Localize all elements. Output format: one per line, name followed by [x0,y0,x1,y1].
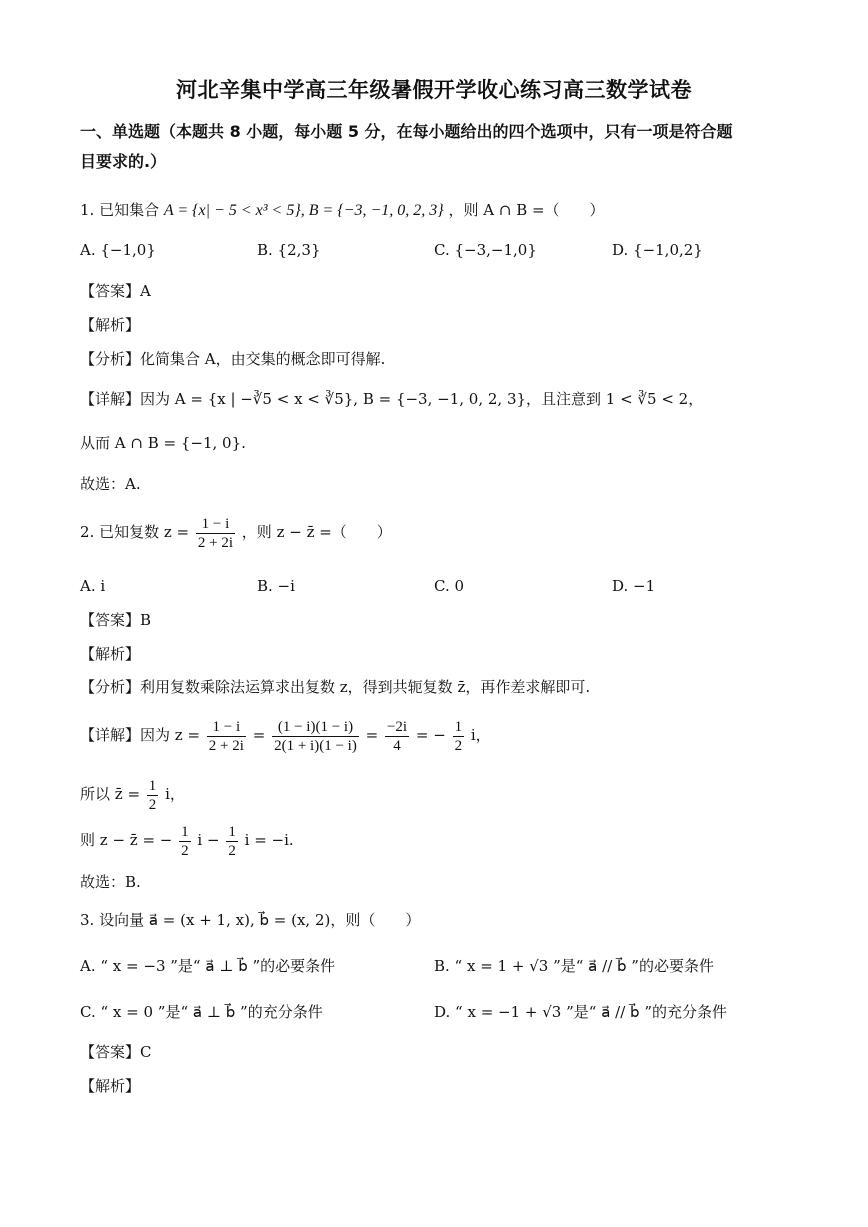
q3-option-c: C. “ x = 0 ”是“ a⃗ ⊥ b⃗ ”的充分条件 [80,1003,323,1021]
q2-detail-fraction-4 [453,718,465,755]
q2-fraction [196,515,235,552]
q1-conclusion: 从而 A ∩ B = {−1, 0}. [80,434,246,452]
q1-suffix: ，则 A ∩ B =（ ） [448,201,605,219]
q3-stem: 3. 设向量 a⃗ = (x + 1, x), b⃗ = (x, 2)，则（ ） [80,911,421,929]
q1-stem [80,200,605,221]
q2-conjugate-fraction [147,777,159,814]
q1-option-c: C. {−3,−1,0} [434,241,537,259]
q2-difference-tail: i = −i. [244,831,294,849]
q2-detail [80,715,491,755]
q2-suffix: ，则 z − z̄ =（ ） [241,523,392,541]
q1-choice: 故选：A. [80,475,141,493]
fraction-denominator: 2 [454,737,463,754]
fraction-denominator: 2 + 2i [208,737,244,754]
q2-difference-fraction-2 [226,823,238,860]
fraction-denominator: 4 [393,737,401,754]
q2-option-b: B. −i [257,577,295,595]
fraction-denominator: 2(1 + i)(1 − i) [274,737,357,754]
fraction-numerator: (1 − i)(1 − i) [272,718,359,737]
q2-option-d: D. −1 [612,577,656,595]
q2-difference [80,820,294,860]
fraction-denominator: 2 [228,842,236,859]
q1-jiexi-label: 【解析】 [80,316,141,334]
fraction-numerator: 1 [228,823,236,840]
q2-conjugate [80,774,185,814]
fraction-denominator: 2 [181,842,189,859]
q2-prefix: 2. 已知复数 z = [80,523,190,541]
q2-detail-fraction-1 [207,718,246,755]
q1-analysis: 【分析】化简集合 A，由交集的概念即可得解. [80,350,386,368]
q2-detail-prefix: 【详解】因为 z = [80,726,201,744]
fraction-numerator: −2i [386,718,408,735]
q2-fraction-denominator: 2 + 2i [197,534,234,551]
q2-detail-fraction-3 [385,718,409,755]
q2-difference-mid: i − [197,831,220,849]
page-title: 河北辛集中学高三年级暑假开学收心练习高三数学试卷 [176,78,692,102]
equals-sign: = [252,726,266,744]
q1-prefix: 1. 已知集合 [80,201,160,219]
section-heading-line1: 一、单选题（本题共 8 小题，每小题 5 分，在每小题给出的四个选项中，只有一项是符合题 [80,122,733,141]
fraction-denominator: 2 [148,796,157,813]
q3-option-d: D. “ x = −1 + √3 ”是“ a⃗ // b⃗ ”的充分条件 [434,1003,728,1021]
q2-conjugate-prefix: 所以 z̄ = [80,785,141,803]
q3-option-a: A. “ x = −3 ”是“ a⃗ ⊥ b⃗ ”的必要条件 [80,957,336,975]
q1-sets: A = {x| − 5 < x³ < 5}, B = {−3, −1, 0, 2, 3} [163,202,444,219]
q1-option-b: B. {2,3} [257,241,321,259]
equals-sign: = [365,726,379,744]
q2-answer: 【答案】B [80,611,152,629]
q3-option-b: B. “ x = 1 + √3 ”是“ a⃗ // b⃗ ”的必要条件 [434,957,714,975]
q3-jiexi-label: 【解析】 [80,1077,141,1095]
q3-answer: 【答案】C [80,1043,152,1061]
fraction-numerator: 1 [148,777,157,794]
q1-option-d: D. {−1,0,2} [612,241,703,259]
q2-choice: 故选：B. [80,873,141,891]
q2-jiexi-label: 【解析】 [80,645,141,663]
q1-detail: 【详解】因为 A = {x | −∛5 < x < ∛5}, B = {−3, −1, 0, 2, 3}，且注意到 1 < ∛5 < 2， [80,390,704,408]
q2-stem [80,512,392,552]
fraction-numerator: 1 [181,823,189,840]
section-heading-line2: 目要求的.） [80,152,167,171]
q2-analysis: 【分析】利用复数乘除法运算求出复数 z，得到共轭复数 z̄，再作差求解即可. [80,678,591,696]
q1-answer: 【答案】A [80,282,151,300]
q2-difference-prefix: 则 z − z̄ = − [80,831,173,849]
q2-detail-tail: i， [470,726,491,744]
q2-option-c: C. 0 [434,577,465,595]
q2-detail-fraction-2 [272,718,359,755]
q2-detail-minus: = − [415,726,446,744]
fraction-numerator: 1 − i [207,718,246,737]
q2-difference-fraction-1 [179,823,191,860]
q2-conjugate-tail: i， [165,785,185,803]
q2-option-a: A. i [80,577,106,595]
q2-fraction-numerator: 1 − i [196,515,235,534]
q1-option-a: A. {−1,0} [80,241,156,259]
fraction-numerator: 1 [454,718,463,735]
